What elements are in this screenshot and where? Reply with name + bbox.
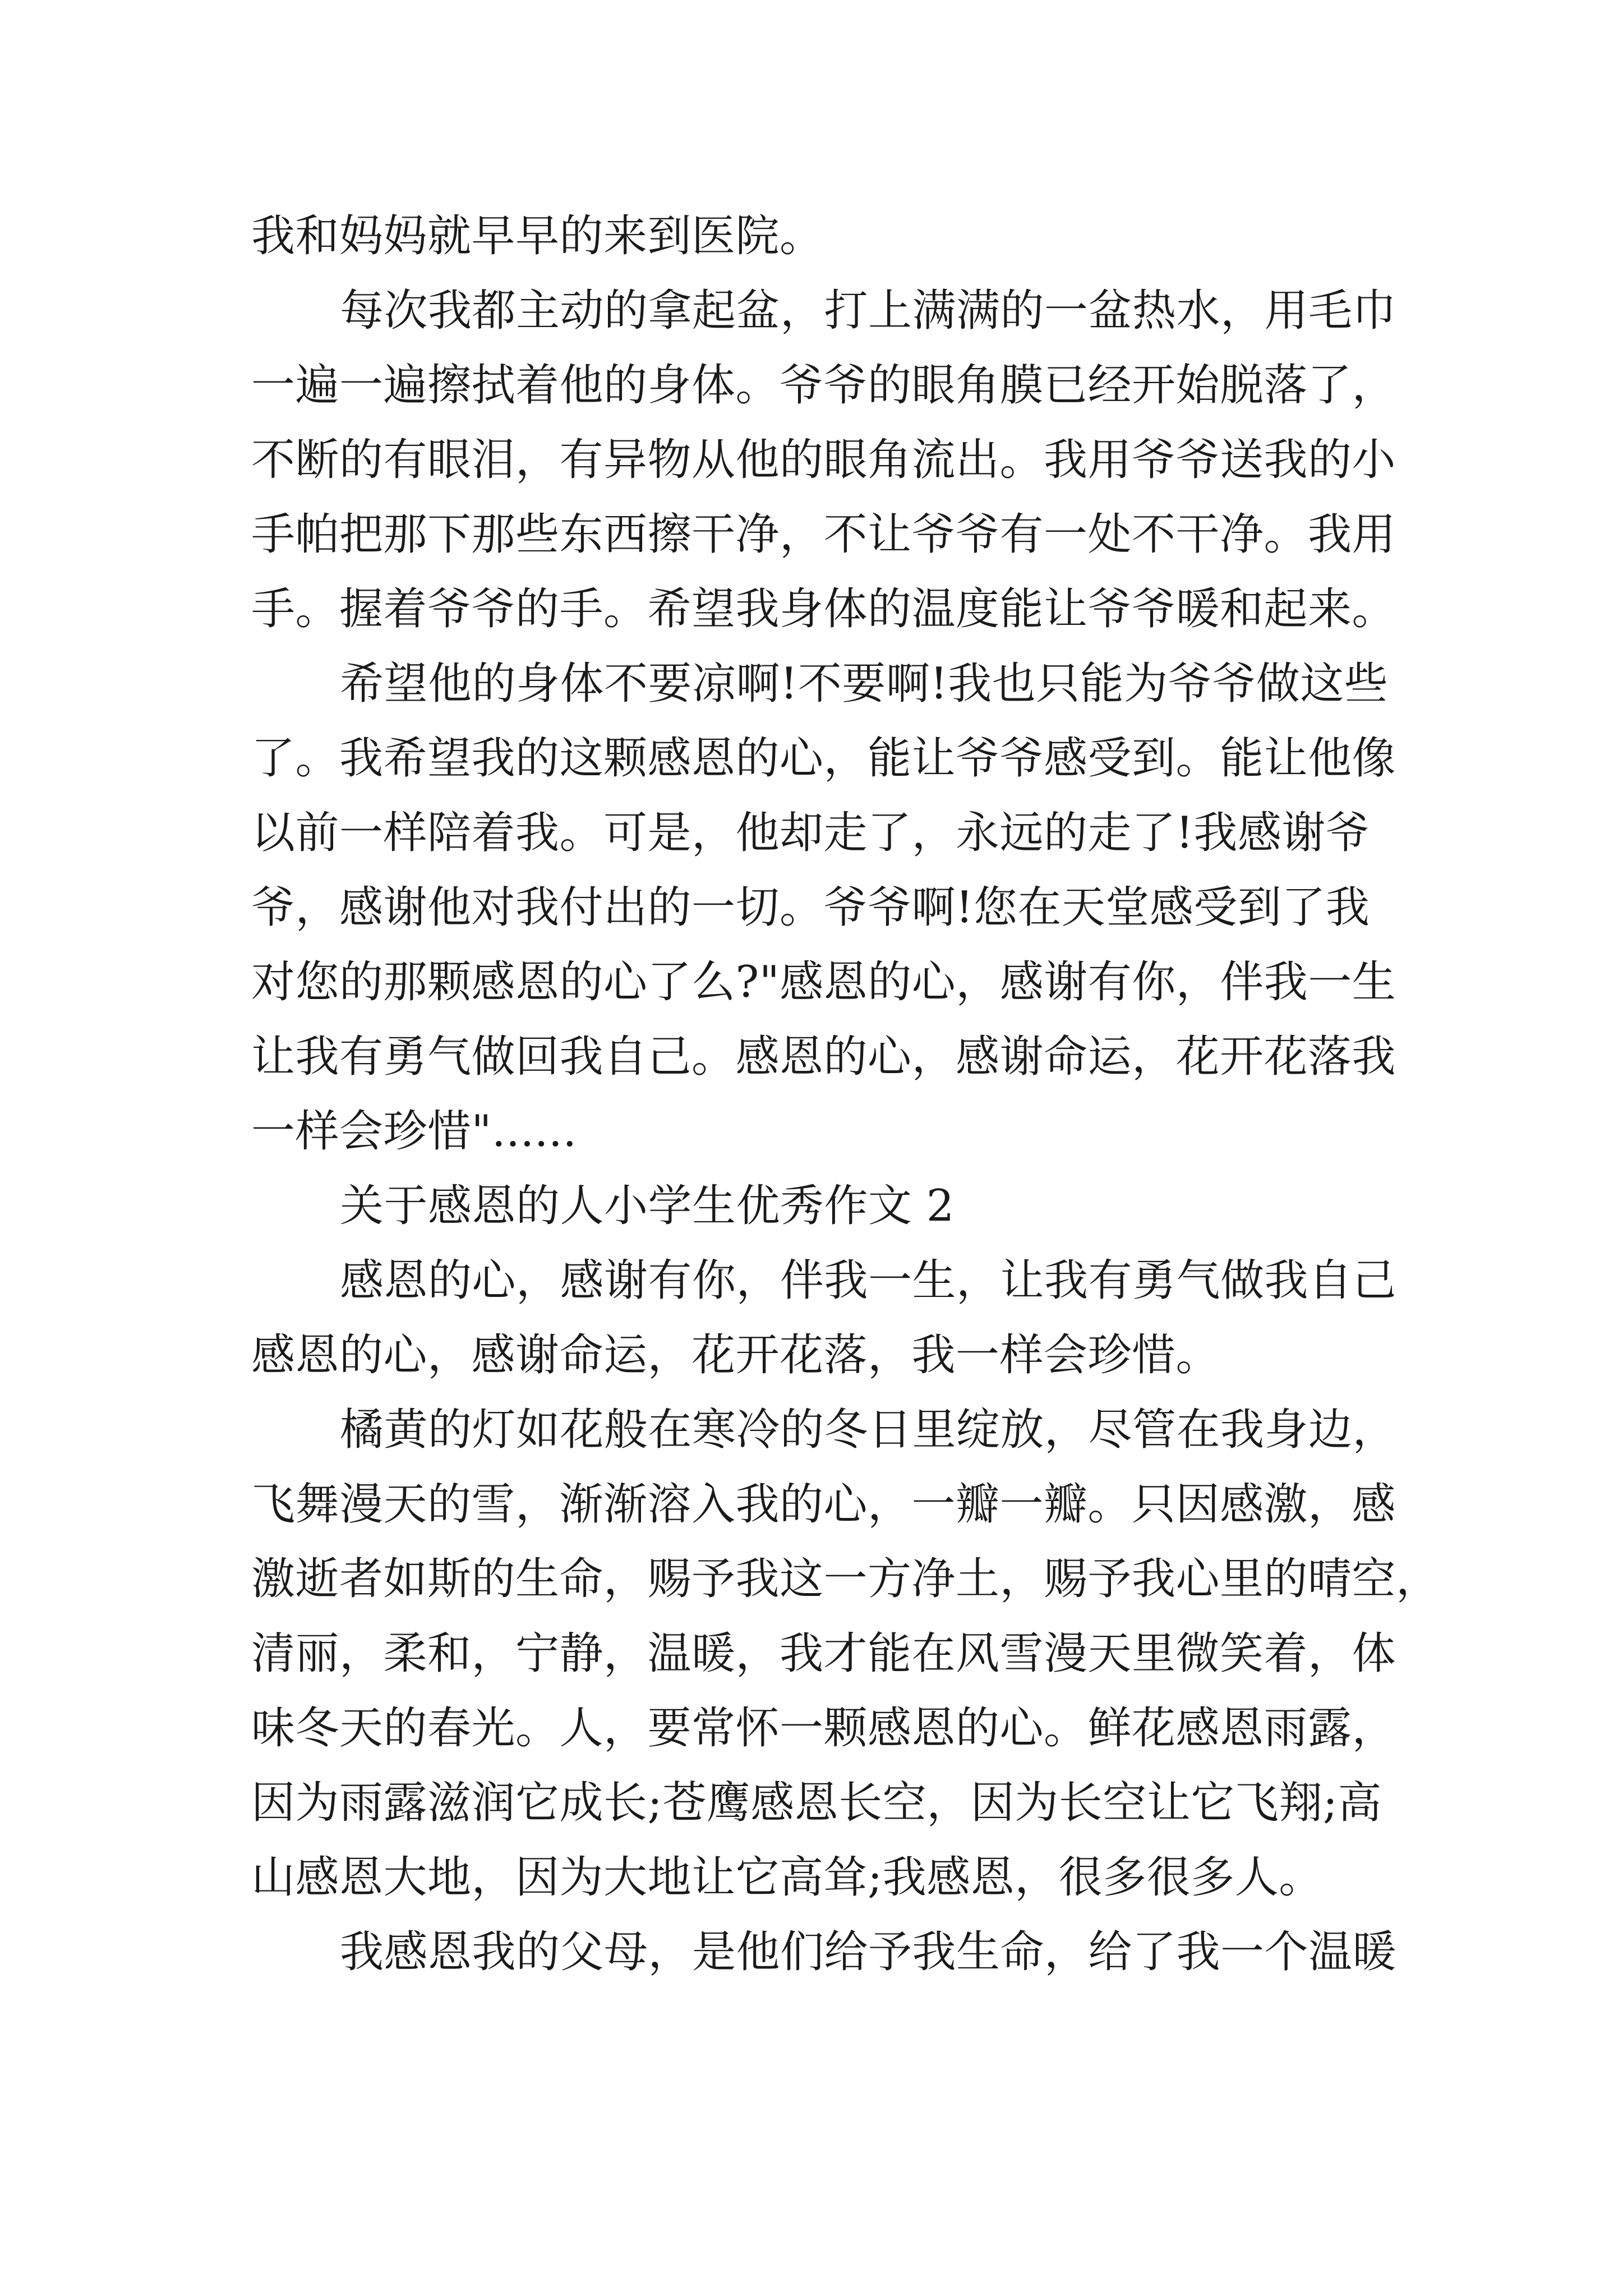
text-line: 以前一样陪着我。可是，他却走了，永远的走了!我感谢爷 (251, 808, 1370, 858)
text-line: 手。握着爷爷的手。希望我身体的温度能让爷爷暖和起来。 (251, 584, 1396, 634)
text-line: 让我有勇气做回我自己。感恩的心，感谢命运，花开花落我 (251, 1032, 1396, 1082)
text-line: 对您的那颗感恩的心了么?"感恩的心，感谢有你，伴我一生 (251, 957, 1396, 1007)
text-line: 希望他的身体不要凉啊!不要啊!我也只能为爷爷做这些 (340, 659, 1389, 709)
text-line: 我和妈妈就早早的来到医院。 (251, 211, 824, 261)
section-heading: 关于感恩的人小学生优秀作文 2 (340, 1181, 955, 1231)
text-line: 不断的有眼泪，有异物从他的眼角流出。我用爷爷送我的小 (251, 435, 1396, 485)
text-line: 手帕把那下那些东西擦干净，不让爷爷有一处不干净。我用 (251, 509, 1396, 560)
text-line: 感恩的心，感谢有你，伴我一生，让我有勇气做我自己 (340, 1255, 1397, 1306)
text-line: 山感恩大地，因为大地让它高耸;我感恩，很多很多人。 (251, 1852, 1323, 1903)
text-line: 了。我希望我的这颗感恩的心，能让爷爷感受到。能让他像 (251, 733, 1396, 784)
text-line: 每次我都主动的拿起盆，打上满满的一盆热水，用毛巾 (340, 286, 1397, 336)
text-line: 爷，感谢他对我付出的一切。爷爷啊!您在天堂感受到了我 (251, 882, 1370, 933)
text-line: 一样会珍惜"...... (251, 1106, 577, 1157)
text-line: 飞舞漫天的雪，渐渐溶入我的心，一瓣一瓣。只因感激，感 (251, 1479, 1396, 1530)
text-line: 一遍一遍擦拭着他的身体。爷爷的眼角膜已经开始脱落了， (251, 360, 1396, 411)
text-line: 味冬天的春光。人，要常怀一颗感恩的心。鲜花感恩雨露， (251, 1703, 1396, 1754)
document-body (251, 199, 1440, 1990)
text-line: 因为雨露滋润它成长;苍鹰感恩长空，因为长空让它飞翔;高 (251, 1778, 1382, 1828)
text-line: 我感恩我的父母，是他们给予我生命，给了我一个温暖 (340, 1927, 1397, 1977)
text-line: 橘黄的灯如花般在寒冷的冬日里绽放，尽管在我身边， (340, 1405, 1397, 1455)
text-line: 清丽，柔和，宁静，温暖，我才能在风雪漫天里微笑着，体 (251, 1628, 1396, 1679)
text-line: 激逝者如斯的生命，赐予我这一方净土，赐予我心里的晴空， (251, 1554, 1440, 1604)
text-line: 感恩的心，感谢命运，花开花落，我一样会珍惜。 (251, 1330, 1220, 1381)
